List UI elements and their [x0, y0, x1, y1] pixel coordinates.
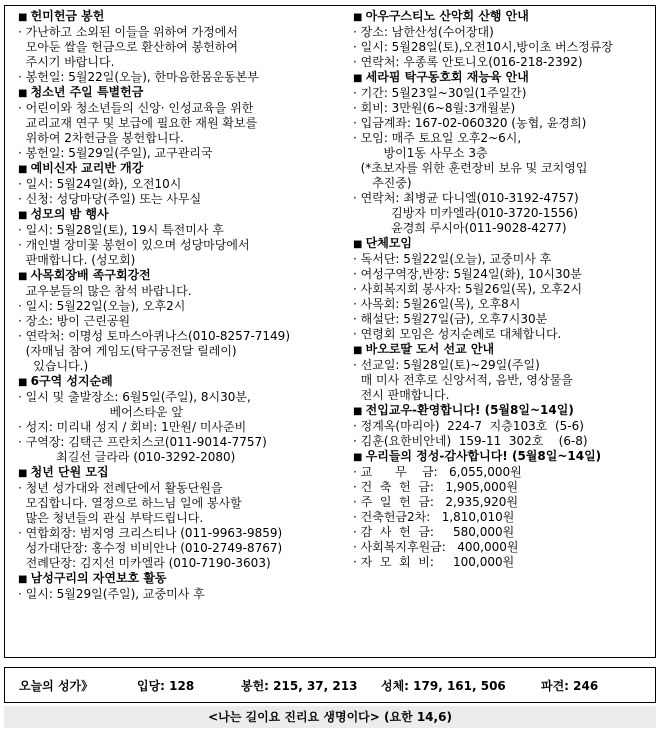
hymn-label: 오늘의 성가》 [19, 678, 94, 693]
notice-title: ■ 아우구스티노 산악회 산행 안내 [353, 9, 653, 25]
hymn-offertory: 봉헌: 215, 37, 213 [241, 678, 358, 693]
hymn-entry: 입당: 128 [137, 678, 195, 693]
notice-line: · 모임: 매주 토요일 오후2~6시, [353, 131, 522, 145]
notice-line: · 연락처: 최병균 다니엘(010-3192-4757) [353, 191, 579, 205]
notice-line: · 독서단: 5월22일(오늘), 교중미사 후 [353, 252, 552, 266]
notice-title: ■ 성모의 밤 행사 [18, 207, 336, 223]
notice-line: · 선교일: 5월28일(토)~29일(주일) [353, 358, 540, 372]
notice-line: · 일시: 5월28일(토),오전10시,방이초 버스정류장 [353, 40, 613, 54]
notice-line: · 연령회 모임은 성지순례로 대체합니다. [353, 327, 562, 341]
notice-line: · 장소: 남한산성(수어장대) [353, 25, 494, 39]
notice-title: ■ 단체모임 [353, 236, 653, 252]
notice-line: · 장소: 방이 근린공원 [18, 314, 131, 328]
notice-section [353, 403, 653, 449]
notice-section [18, 374, 336, 465]
notice-line: · 건축헌금2차: 1,810,010원 [353, 510, 515, 524]
hymn-recession: 파견: 246 [541, 678, 599, 693]
notice-line: 전례단장: 김지선 미카엘라 (010-7190-3603) [18, 556, 271, 570]
notice-title: ■ 헌미헌금 봉헌 [18, 9, 336, 25]
notice-title: ■ 청년 단원 모집 [18, 465, 336, 481]
notice-line: 추진중) [353, 176, 412, 190]
notice-line: 성가대단장: 홍수정 비비안나 (010-2749-8767) [18, 541, 283, 555]
notice-line: · 성지: 미리내 성지 / 회비: 1만원/ 미사준비 [18, 420, 247, 434]
notice-line: 판매합니다. (성모회) [18, 253, 136, 267]
notice-line: · 개인별 장미꽃 봉헌이 있으며 성당마당에서 [18, 238, 250, 252]
bible-verse: <나는 길이요 진리요 생명이다> (요한 14,6) [4, 706, 656, 728]
notice-line: (*초보자를 위한 훈련장비 보유 및 코치영입 [353, 161, 588, 175]
notice-line: · 해설단: 5월27일(금), 오후7시30분 [353, 312, 548, 326]
hymn-bar [4, 667, 656, 703]
notice-line: · 봉헌일: 5월22일(오늘), 한마음한몸운동본부 [18, 70, 259, 84]
notice-section [353, 449, 653, 570]
notice-line: · 일시: 5월28일(토), 19시 특전미사 후 [18, 223, 224, 237]
notice-line: 최길선 글라라 (010-3292-2080) [18, 450, 236, 464]
notice-line: · 주 일 헌 금: 2,935,920원 [353, 495, 519, 509]
notice-line: · 연락처: 우종록 안토니오(016-218-2392) [353, 55, 583, 69]
notice-line: · 구역장: 김택근 프란치스코(011-9014-7757) [18, 435, 267, 449]
notice-section [18, 161, 336, 207]
notice-line: 전시 판매합니다. [353, 388, 450, 402]
notice-title: ■ 6구역 성지순례 [18, 374, 336, 390]
notice-line: · 일시: 5월22일(오늘), 오후2시 [18, 299, 186, 313]
notice-line: · 신청: 성당마당(주일) 또는 사무실 [18, 192, 202, 206]
notice-title: ■ 남성구리의 자연보호 활동 [18, 571, 336, 587]
notice-line: 김방자 미카엘라(010-3720-1556) [353, 206, 579, 220]
notice-line: 주시기 바랍니다. [18, 55, 115, 69]
notice-line: · 일시: 5월29일(주일), 교중미사 후 [18, 587, 205, 601]
notice-line: 교리교재 연구 및 보급에 필요한 재원 확보를 [18, 116, 258, 130]
notice-section [18, 465, 336, 571]
notice-title: ■ 청소년 주일 특별헌금 [18, 85, 336, 101]
notice-line: · 가난하고 소외된 이들을 위하여 가정에서 [18, 25, 238, 39]
notice-section [18, 9, 336, 85]
notice-section [18, 268, 336, 374]
notice-line: · 입금계좌: 167-02-060320 (농협, 윤경희) [353, 116, 587, 130]
notice-line: 모아둔 쌀을 헌금으로 환산하여 봉헌하여 [18, 40, 238, 54]
notice-line: · 사목회: 5월26일(목), 오후8시 [353, 297, 521, 311]
notice-title: ■ 바오로딸 도서 선교 안내 [353, 342, 653, 358]
notice-title: ■ 사목회장배 족구회강전 [18, 268, 336, 284]
notice-line: · 연합회장: 범지영 크리스티나 (011-9963-9859) [18, 526, 283, 540]
notice-line: · 기간: 5월23일~30일(1주일간) [353, 86, 527, 100]
notice-section [18, 207, 336, 268]
notice-line: · 정계옥(마리아) 224-7 지층103호 (5-6) [353, 419, 584, 433]
notice-title: ■ 우리들의 정성-감사합니다! (5월8일~14일) [353, 449, 653, 465]
notice-line: · 봉헌일: 5월29일(주일), 교구관리국 [18, 146, 213, 160]
notice-line: · 사회복지후원금: 400,000원 [353, 540, 519, 554]
notice-line: 방이1동 사무소 3층 [353, 146, 488, 160]
notice-line: · 자 모 회 비: 100,000원 [353, 555, 515, 569]
notice-line: · 연락처: 이명성 토마스아퀴나스(010-8257-7149) [18, 329, 291, 343]
right-column [353, 9, 653, 570]
notice-line: · 감 사 헌 금: 580,000원 [353, 525, 515, 539]
notice-title: ■ 세라핌 탁구동호회 재능육 안내 [353, 70, 653, 86]
notice-section [353, 236, 653, 342]
notice-line: 있습니다.) [18, 359, 89, 373]
notice-line: 윤경희 루시아(011-9028-4277) [353, 221, 567, 235]
notice-line: · 어린이와 청소년들의 신앙· 인성교육을 위한 [18, 101, 254, 115]
notice-line: · 여성구역장,반장: 5월24일(화), 10시30분 [353, 267, 582, 281]
notice-section [18, 571, 336, 602]
notice-section [353, 9, 653, 70]
notice-line: 모집합니다. 열정으로 하느님 일에 봉사할 [18, 496, 242, 510]
notice-line: 교우분들의 많은 참석 바랍니다. [18, 284, 192, 298]
notice-line: 베어스타운 앞 [18, 405, 183, 419]
notice-line: (자매님 참여 게임도(탁구공전달 릴레이) [18, 344, 237, 358]
notice-title: ■ 전입교우-환영합니다! (5월8일~14일) [353, 403, 653, 419]
notice-title: ■ 예비신자 교리반 개강 [18, 161, 336, 177]
notice-section [353, 70, 653, 236]
notice-section [18, 85, 336, 161]
left-column [18, 9, 336, 602]
notice-line: · 청년 성가대와 전례단에서 활동단원을 [18, 481, 223, 495]
notice-line: · 김훈(요한비안네) 159-11 302호 (6-8) [353, 434, 588, 448]
notice-line: · 사회복지회 봉사자: 5월26일(목), 오후2시 [353, 282, 583, 296]
notice-line: 매 미사 전후로 신앙서적, 음반, 영상물을 [353, 373, 573, 387]
notice-line: · 건 축 헌 금: 1,905,000원 [353, 480, 519, 494]
notice-line: · 회비: 3만원(6~8월:3개월분) [353, 101, 516, 115]
notice-line: · 교 무 금: 6,055,000원 [353, 465, 522, 479]
notice-line: 많은 청년들의 관심 부탁드립니다. [18, 511, 204, 525]
notice-line: 위하여 2차헌금을 봉헌합니다. [18, 131, 184, 145]
hymn-communion: 성체: 179, 161, 506 [381, 678, 506, 693]
notice-line: · 일시: 5월24일(화), 오전10시 [18, 177, 182, 191]
notice-line: · 일시 및 출발장소: 6월5일(주일), 8시30분, [18, 390, 251, 404]
notice-section [353, 342, 653, 403]
